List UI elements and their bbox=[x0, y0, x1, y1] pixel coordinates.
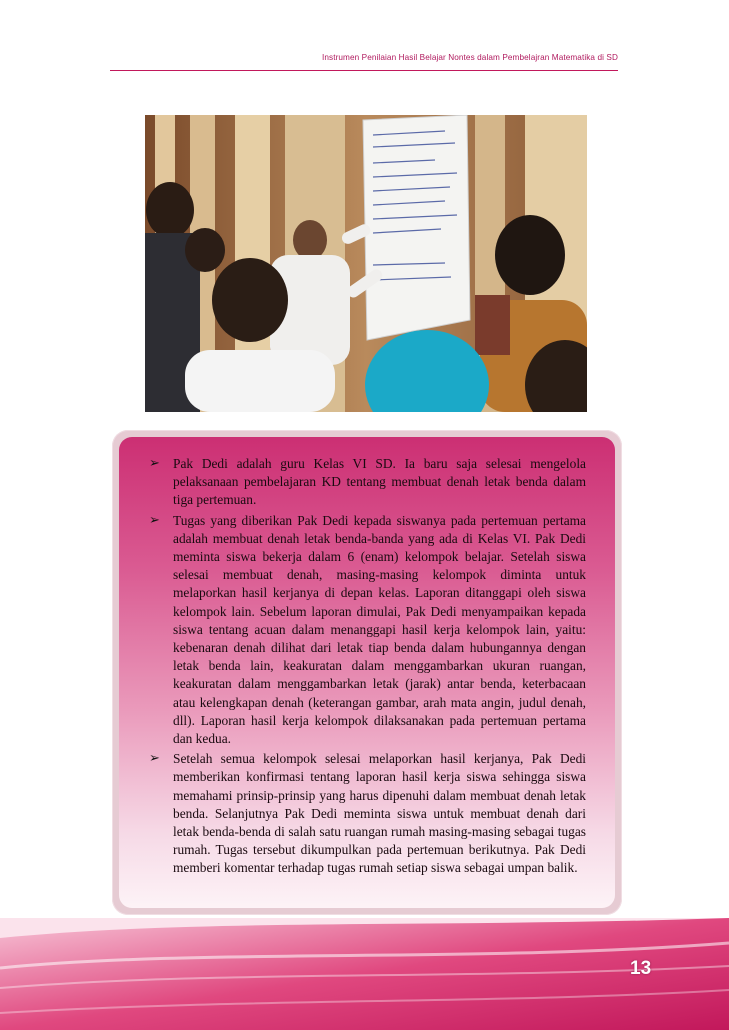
bullet-text: Pak Dedi adalah guru Kelas VI SD. Ia baru saja selesai mengelola pelaksanaan pembelajaran KD tentang membuat denah letak benda dalam tiga pertemuan. bbox=[173, 456, 586, 508]
page-number: 13 bbox=[630, 958, 652, 979]
footer-swoosh bbox=[0, 918, 729, 1030]
photo-teachers-flipchart bbox=[145, 115, 587, 412]
list-item bbox=[149, 512, 586, 749]
list-item bbox=[149, 750, 586, 877]
bullet-text: Setelah semua kelompok selesai melaporkan hasil kerjanya, Pak Dedi memberikan konfirmasi tentang laporan hasil kerja siswa sehingga siswa memahami prinsip-prinsip yang harus dipenuhi dalam membuat denah letak benda. Selanjutnya Pak Dedi meminta siswa untuk membuat denah dari letak benda-benda di salah satu ruangan rumah masing-masing sebagai tugas rumah. Tugas tersebut dikumpulkan pada pertemuan berikutnya. Pak Dedi memberi komentar terhadap tugas rumah setiap siswa sebagai umpan balik. bbox=[173, 751, 586, 876]
arrow-bullet-icon: ➢ bbox=[149, 456, 160, 471]
decorative-footer-band bbox=[0, 918, 729, 1030]
list-item bbox=[149, 455, 586, 510]
arrow-bullet-icon: ➢ bbox=[149, 512, 160, 528]
running-header bbox=[110, 52, 618, 71]
photo-illustration bbox=[145, 115, 587, 412]
bullet-text: Tugas yang diberikan Pak Dedi kepada siswanya pada pertemuan pertama adalah membuat denah letak benda-banda yang ada di Kelas VI. Pak Dedi meminta siswa bekerja dalam 6 (enam) kelompok belajar. Setelah siswa selesai membuat denah, masing-masing kelompok diminta untuk melaporkan hasil kerjanya di depan kelas. Laporan ditanggapi oleh siswa kelompok lain. Sebelum laporan dimulai, Pak Dedi menyampaikan kepada siswa tentang acuan dalam menanggapi hasil kerja kelompok lain, yaitu: kebenaran denah dilihat dari letak tiap benda dalam hubungannya dengan letak benda lain, keakuratan dalam menggambarkan ukuran ruangan, keakuratan dalam menggambarkan letak (jarak) antar benda, keterbacaan atau kelengkapan denah (keterangan gambar, arah mata angin, judul denah, dll). Laporan hasil kerja kelompok dilaksanakan pada pertemuan pertama dan kedua. bbox=[173, 512, 586, 747]
running-header-title: Instrumen Penilaian Hasil Belajar Nontes dalam Pembelajran Matematika di SD bbox=[321, 53, 618, 62]
arrow-bullet-icon: ➢ bbox=[149, 751, 160, 767]
case-bullet-list bbox=[149, 455, 586, 880]
